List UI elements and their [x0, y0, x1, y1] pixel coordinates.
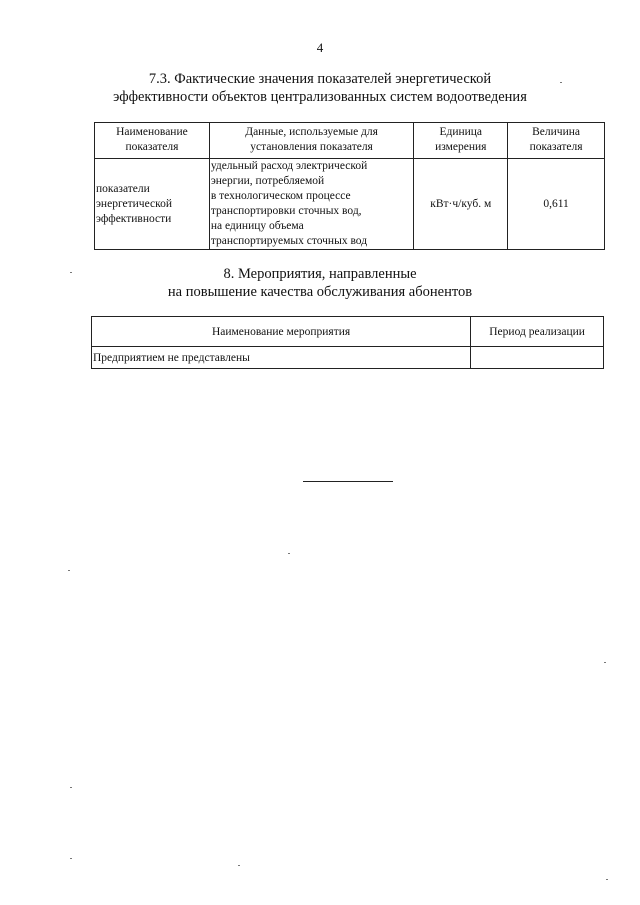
section-7-3-heading-line1: 7.3. Фактические значения показателей энергетической	[148, 71, 492, 87]
measures-table	[91, 316, 604, 369]
cell-value: 0,611	[508, 159, 605, 250]
section-7-3-heading-line2: эффективности объектов централизованных систем водоотведения	[113, 89, 527, 105]
end-divider-line	[303, 481, 393, 482]
scan-speck	[70, 272, 72, 273]
cell-measure-name: Предприятием не представлены	[92, 347, 471, 369]
header-unit	[414, 123, 508, 159]
cell-text: энергии, потребляемой	[210, 175, 325, 187]
cell-text: транспортируемых сточных вод	[210, 235, 368, 247]
scan-speck	[288, 553, 290, 554]
cell-text: транспортировки сточных вод,	[210, 205, 362, 217]
header-text: измерения	[435, 141, 487, 153]
header-indicator-name	[95, 123, 210, 159]
table-row	[95, 159, 605, 250]
table-header-row	[92, 317, 604, 347]
scan-speck	[68, 570, 70, 571]
cell-implementation-period	[471, 347, 604, 369]
header-text: показателя	[529, 141, 583, 153]
scan-speck	[70, 787, 72, 788]
header-text: показателя	[125, 141, 179, 153]
scan-speck	[604, 662, 606, 663]
scan-speck	[70, 858, 72, 859]
section-7-3-heading	[0, 70, 640, 106]
header-text: установления показателя	[250, 141, 373, 153]
cell-text: удельный расход электрической	[210, 160, 368, 172]
cell-text: в технологическом процессе	[210, 190, 351, 202]
header-text: Наименование	[116, 126, 188, 138]
section-8-heading-line2: на повышение качества обслуживания абонентов	[167, 284, 473, 300]
header-text: Величина	[532, 126, 581, 138]
cell-text: показатели	[96, 182, 150, 195]
header-value	[508, 123, 605, 159]
header-text: Данные, используемые для	[245, 126, 378, 138]
page-number: 4	[316, 40, 324, 55]
cell-indicator-name	[95, 159, 210, 250]
cell-text: эффективности	[96, 212, 172, 225]
table-row	[92, 347, 604, 369]
header-text: Единица	[439, 126, 483, 138]
section-8-heading-line1: 8. Мероприятия, направленные	[223, 266, 417, 282]
cell-text: энергетической	[96, 197, 172, 210]
header-measure-name: Наименование мероприятия	[92, 317, 471, 347]
scan-speck	[606, 879, 608, 880]
scan-speck	[238, 865, 240, 866]
scan-speck	[560, 82, 562, 83]
cell-unit: кВт·ч/куб. м	[414, 159, 508, 250]
cell-source-data	[209, 159, 414, 250]
table-header-row	[95, 123, 605, 159]
header-source-data	[209, 123, 414, 159]
energy-efficiency-table	[94, 122, 605, 250]
cell-text: на единицу объема	[210, 220, 304, 232]
section-8-heading	[0, 265, 640, 301]
header-implementation-period: Период реализации	[471, 317, 604, 347]
